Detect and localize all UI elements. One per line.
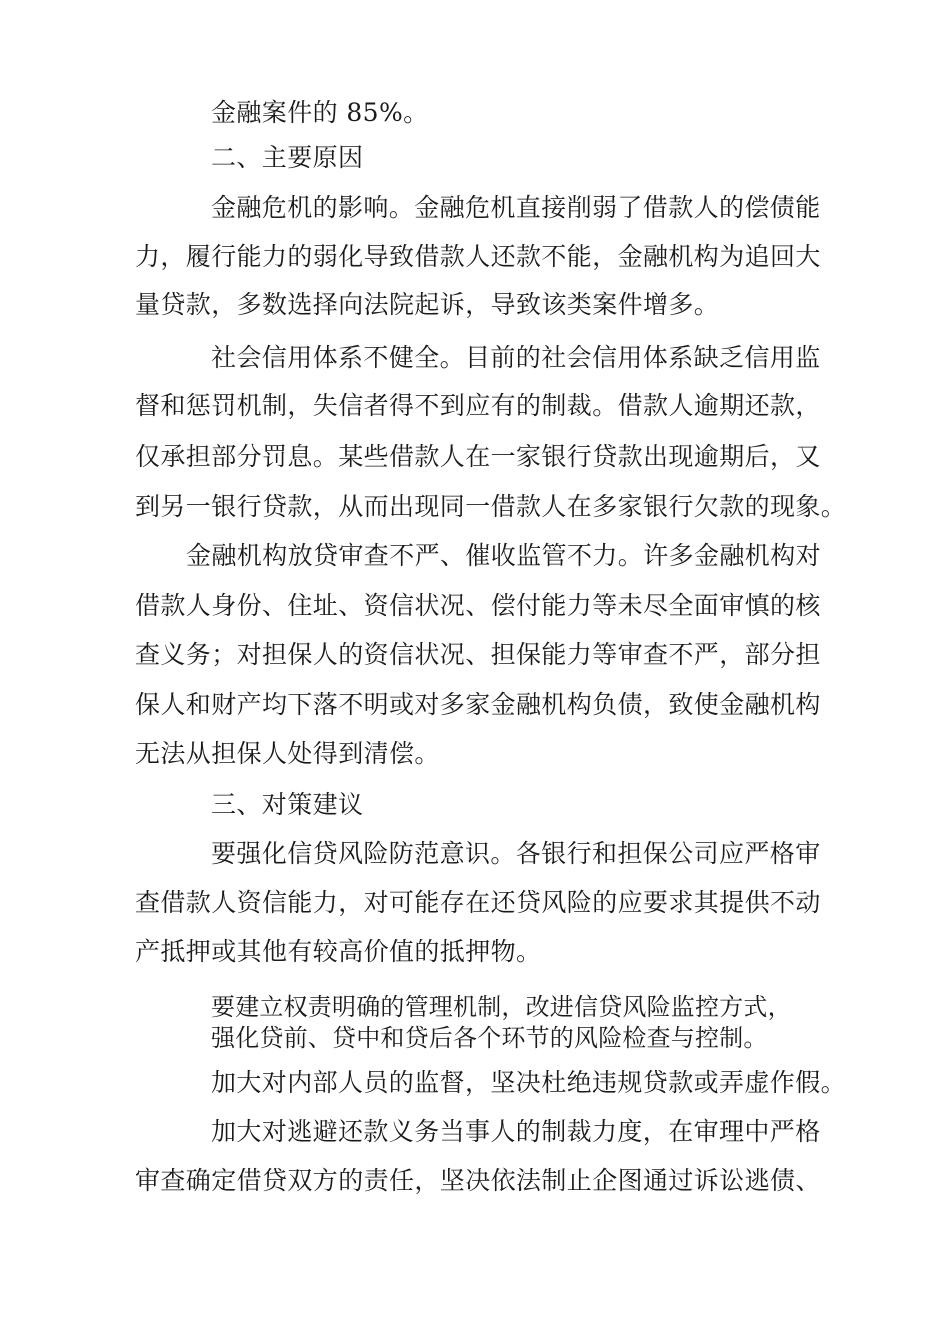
section-heading: 三、对策建议	[211, 790, 364, 819]
text-line: 强化贷前、贷中和贷后各个环节的风险检查与控制。	[211, 1024, 768, 1052]
text-line: 产抵押或其他有较高价值的抵押物。	[135, 937, 542, 966]
text-line: 借款人身份、住址、资信状况、偿付能力等未尽全面审慎的核	[135, 591, 821, 620]
text-line: 要建立权责明确的管理机制，改进信贷风险监控方式，	[211, 993, 792, 1021]
text-line: 加大对内部人员的监督，坚决杜绝违规贷款或弄虚作假。	[211, 1068, 847, 1097]
text-line: 社会信用体系不健全。目前的社会信用体系缺乏信用监	[211, 343, 821, 372]
text-line: 要强化信贷风险防范意识。各银行和担保公司应严格审	[211, 839, 821, 868]
text-line: 到另一银行贷款，从而出现同一借款人在多家银行欠款的现象。	[135, 492, 847, 521]
text-line: 金融机构放贷审查不严、催收监管不力。许多金融机构对	[186, 541, 822, 570]
section-heading: 二、主要原因	[211, 143, 364, 172]
text-line: 查借款人资信能力，对可能存在还贷风险的应要求其提供不动	[135, 888, 821, 917]
text-line: 查义务；对担保人的资信状况、担保能力等审查不严，部分担	[135, 640, 821, 669]
text-line: 督和惩罚机制，失信者得不到应有的制裁。借款人逾期还款，	[135, 391, 821, 420]
text-line: 力，履行能力的弱化导致借款人还款不能，金融机构为追回大	[135, 242, 821, 271]
text-line: 仅承担部分罚息。某些借款人在一家银行贷款出现逾期后，又	[135, 442, 821, 471]
text-line: 加大对逃避还款义务当事人的制裁力度，在审理中严格	[211, 1117, 821, 1146]
text-line: 保人和财产均下落不明或对多家金融机构负债，致使金融机构	[135, 690, 821, 719]
text-line: 金融案件的 85%。	[211, 98, 429, 127]
text-line: 审查确定借贷双方的责任，坚决依法制止企图通过诉讼逃债、	[135, 1166, 821, 1195]
text-line: 金融危机的影响。金融危机直接削弱了借款人的偿债能	[211, 193, 821, 222]
text-line: 无法从担保人处得到清偿。	[135, 739, 440, 768]
text-line: 量贷款，多数选择向法院起诉，导致该类案件增多。	[135, 290, 720, 319]
